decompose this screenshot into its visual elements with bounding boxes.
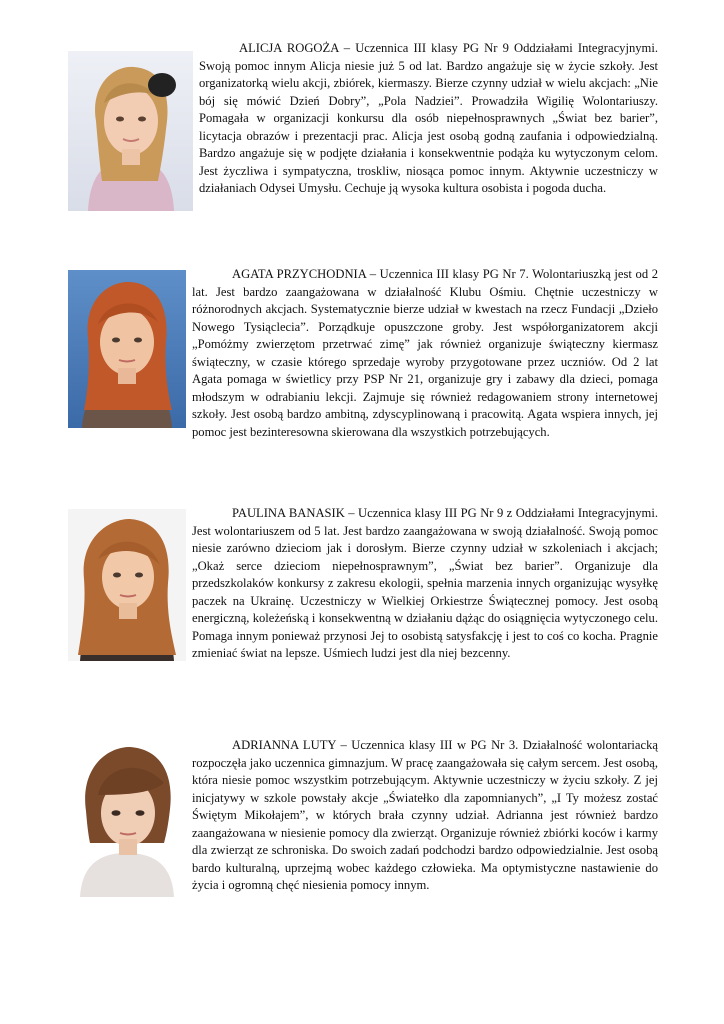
- profile-agata: [68, 266, 658, 441]
- portrait-photo: [68, 739, 186, 897]
- portrait-agata-image: [68, 270, 186, 428]
- profile-description: – Uczennica III klasy PG Nr 9 Oddziałami Integracyjnymi. Swoją pomoc innym Alicja niesie już 5 od lat. Bardzo angażuje się w życie szkoły. Jest organizatorką wielu akcji, zbiórek, kiermaszy. Bierze czynny udział w wielu akcjach: „Nie bój się mówić Dzień Dobry”, „Pola Nadziei”. Prowadziła Wigilię Wolontariuszy. Pomagała w organizacji konkursu dla osób niepełnosprawnych „Świat bez barier”, licytacja obrazów i prezentacji prac. Alicja jest osobą godną zaufania i odpowiedzialną. Bardzo angażuje się w podjęte działania i konsekwentnie podąża ku wytyczonym celom. Jest życzliwa i sympatyczna, troskliw, niosąca pomoc innym. Aktywnie uczestniczy w działaniach Odysei Umysłu. Cechuje ją wysoka kultura osobista i pogoda ducha.: [199, 41, 658, 195]
- profile-name: ALICJA ROGOŻA: [239, 41, 339, 55]
- portrait-paulina-image: [68, 509, 186, 661]
- profile-name: ADRIANNA LUTY: [232, 738, 337, 752]
- portrait-photo: [68, 51, 193, 211]
- profile-description: – Uczennica klasy III w PG Nr 3. Działalność wolontariacką rozpoczęła jako uczennica gimnazjum. W pracę zaangażowała się całym sercem. Jest osobą, która niesie pomoc wszystkim potrzebującym. Aktywnie uczestniczy w życiu szkoły. Z jej inicjatywy w szkole powstały akcje „Światełko dla zapomnianych”, „I Ty możesz zostać Świętym Mikołajem”, w których brała czynny udział. Adrianna jest również bardzo zaangażowana w niesienie pomocy dla zwierząt. Organizuje również zbiórki koców i karmy dla zwierząt ze schroniska. Do swoich zadań podchodzi bardzo odpowiedzialnie. Jest osobą bardo kulturalną, uprzejmą wobec każdego człowieka. Ma optymistyczne nastawienie do życia i ogromną chęć niesienia pomocy innym.: [192, 738, 658, 892]
- profile-adrianna: [68, 737, 658, 899]
- profile-alicja: [68, 40, 658, 213]
- portrait-photo: [68, 270, 186, 428]
- portrait-adrianna-image: [68, 739, 186, 897]
- profile-description: – Uczennica klasy III PG Nr 9 z Oddziałami Integracyjnymi. Jest wolontariuszem od 5 lat. Jest bardzo zaangażowana w swoją działalność. Swoją pomoc niesie zarówno dzieciom jak i dorosłym. Bierze czynny udział w szkoleniach i akcjach; „Okaż serce dzieciom niepełnosprawnym”, „Świat bez barier”. Organizuje dla przedszkolaków konkursy z zakresu ekologii, spełnia marzenia innych organizując wysyłkę paczek na Ukrainę. Uczestniczy w Wielkiej Orkiestrze Świątecznej pomocy. Jest osobą energiczną, koleżeńską i konsekwentną w działaniu dążąc do osiągnięcia wytyczonego celu. Pomaga innym ponieważ przynosi Jej to osobistą satysfakcję i jest to coś co kocha. Pragnie zmieniać świat na lepsze. Uśmiech ludzi jest dla niej bezcenny.: [192, 506, 658, 660]
- profile-description: – Uczennica III klasy PG Nr 7. Wolontariuszką jest od 2 lat. Jest bardzo zaangażowana w działalność Klubu Ośmiu. Chętnie uczestniczy w różnorodnych akcjach. Systematycznie bierze udział w kwestach na rzecz Fundacji „Dzieło Nowego Tysiąclecia”. Porządkuje opuszczone groby. Jest współorganizatorem akcji „Pomóżmy zwierzętom przetrwać zimę” jak również organizuje świąteczny kiermasz świąteczny, w czasie którego sprzedaje wyroby przygotowane przez uczniów. Od 2 lat Agata pomaga w świetlicy przy PSP Nr 21, organizuje gry i zabawy dla dzieci, pomaga młodszym w odrabianiu lekcji. Zajmuje się również redagowaniem strony internetowej szkoły. Jest osobą bardzo ambitną, zdyscyplinowaną i pracowitą. Agata wspiera innych, jej pomoc jest bezinteresowna skierowana dla wszystkich potrzebujących.: [192, 267, 659, 439]
- profile-paulina: [68, 505, 658, 663]
- portrait-photo: [68, 509, 186, 661]
- profile-name: AGATA PRZYCHODNIA: [232, 267, 367, 281]
- profile-name: PAULINA BANASIK: [232, 506, 345, 520]
- portrait-alicja-image: [68, 51, 193, 211]
